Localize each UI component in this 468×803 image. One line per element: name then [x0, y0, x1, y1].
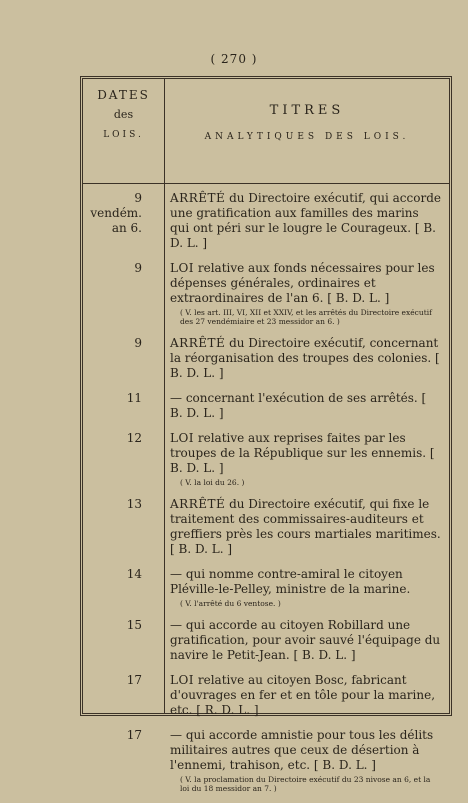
entry-text: — concernant l'exécution de ses arrêtés. [ B. D. L. ] [170, 391, 427, 420]
entry-lead: ARRÊTÉ [170, 191, 226, 205]
page-number: ( 270 ) [210, 52, 258, 66]
entry-title [164, 497, 449, 557]
entry-text: du Directoire exécutif, qui accorde une gratification aux familles des marins qui ont péri sur le lougre le Courageux. [ B. D. L. ] [170, 191, 441, 250]
entry-text: relative au citoyen Bosc, fabricant d'ouvrages en fer et en tôle pour la marine, etc. [ R. D. L. ] [170, 673, 436, 717]
entry-date: 13 [126, 497, 142, 511]
header-divider [83, 183, 449, 184]
entry-lead: LOI [170, 431, 195, 445]
entry-title [164, 728, 449, 793]
entry-title [164, 261, 449, 326]
entry-lead: LOI [170, 673, 195, 687]
entry-title [164, 391, 449, 421]
title-header-line-2: ANALYTIQUES DES LOIS. [204, 132, 410, 142]
date-header-line-1: DATES [97, 88, 150, 102]
table-row [83, 618, 449, 663]
entry-title [164, 191, 449, 251]
entry-title [164, 567, 449, 608]
entry-text: du Directoire exécutif, qui fixe le traitement des commissaires-auditeurs et greffiers près les cours martiales maritimes. [ B. D. L. ] [170, 497, 441, 556]
table-row [83, 391, 449, 421]
entry-date: 9 [134, 336, 142, 350]
entry-date: 9 vendém. an 6. [90, 191, 142, 235]
entry-date: 11 [126, 391, 142, 405]
entry-text: — qui accorde au citoyen Robillard une gratification, pour avoir sauvé l'équipage du navire le Petit-Jean. [ B. D. L. ] [170, 618, 441, 662]
table-row [83, 336, 449, 381]
table-row [83, 497, 449, 557]
entry-title [164, 618, 449, 663]
entry-lead: ARRÊTÉ [170, 336, 226, 350]
date-column-header [83, 85, 164, 145]
table-row [83, 728, 449, 793]
entry-text: relative aux fonds nécessaires pour les dépenses générales, ordinaires et extraordinaires de l'an 6. [ B. D. L. ] [170, 261, 435, 305]
entry-title [164, 431, 449, 487]
entry-text: du Directoire exécutif, concernant la réorganisation des troupes des colonies. [ B. D. L. ] [170, 336, 440, 380]
entry-note: ( V. les art. III, VI, XII et XXIV, et les arrêtés du Directoire exécutif des 27 vendémiaire et 23 messidor an 6. ) [180, 308, 432, 326]
entries-list [83, 191, 449, 803]
entry-note: ( V. l'arrêté du 6 ventose. ) [180, 599, 281, 608]
entry-date: 17 [126, 673, 142, 687]
title-column-header [165, 103, 449, 142]
entry-lead: ARRÊTÉ [170, 497, 226, 511]
entry-lead: LOI [170, 261, 195, 275]
entry-text: — qui accorde amnistie pour tous les délits militaires autres que ceux de désertion à l'ennemi, trahison, etc. [ B. D. L. ] [170, 728, 434, 772]
entry-text: — qui nomme contre-amiral le citoyen Pléville-le-Pelley, ministre de la marine. [170, 567, 411, 596]
entry-title [164, 336, 449, 381]
entry-note: ( V. la loi du 26. ) [180, 478, 245, 487]
table-row [83, 567, 449, 608]
entry-date: 17 [126, 728, 142, 742]
entry-date: 14 [126, 567, 142, 581]
law-table [80, 76, 452, 793]
table-row [83, 431, 449, 487]
entry-note: ( V. la proclamation du Directoire exécutif du 23 nivose an 6, et la loi du 18 messidor an 7. ) [180, 775, 431, 793]
entry-title [164, 673, 449, 718]
date-header-line-3: LOIS. [103, 130, 144, 140]
table-row [83, 261, 449, 326]
date-header-line-2: des [113, 108, 134, 121]
table-row [83, 673, 449, 718]
entry-date: 9 [134, 261, 142, 275]
entry-date: 12 [126, 431, 142, 445]
table-row [83, 191, 449, 251]
entry-date: 15 [126, 618, 142, 632]
entry-text: relative aux reprises faites par les troupes de la République sur les ennemis. [ B. D. L. ] [170, 431, 435, 475]
title-header-line-1: TITRES [269, 103, 345, 118]
